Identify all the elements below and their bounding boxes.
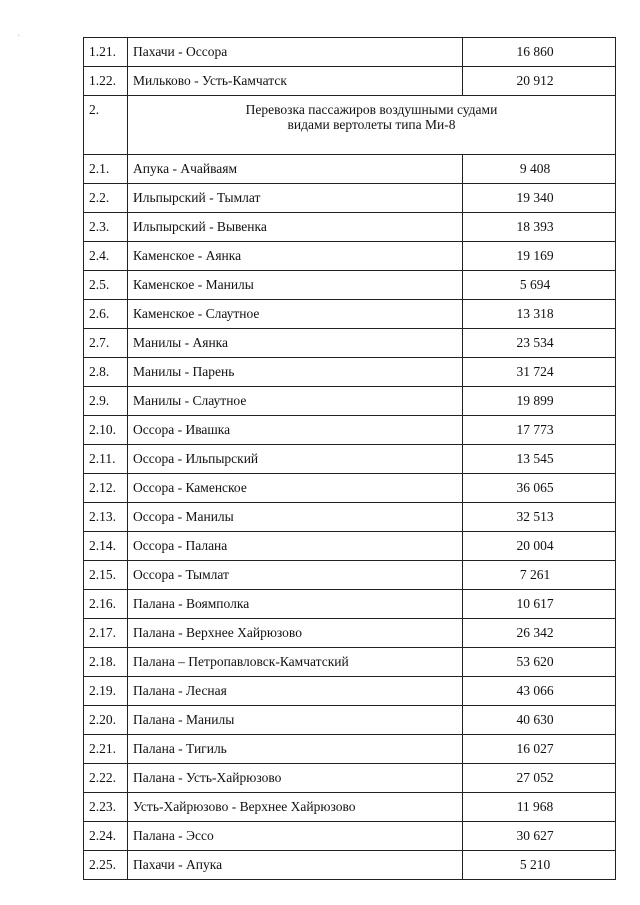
table-row	[84, 358, 616, 387]
fare-value: 36 065	[463, 474, 616, 503]
fare-value: 13 318	[463, 300, 616, 329]
fare-value: 5 210	[463, 851, 616, 880]
table-row	[84, 474, 616, 503]
fare-value: 27 052	[463, 764, 616, 793]
row-number: 2.18.	[84, 648, 128, 677]
fare-value: 43 066	[463, 677, 616, 706]
table-row	[84, 155, 616, 184]
route-name: Оссора - Манилы	[128, 503, 463, 532]
fare-value: 16 027	[463, 735, 616, 764]
table-row	[84, 561, 616, 590]
row-number: 2.22.	[84, 764, 128, 793]
route-name: Ильпырский - Тымлат	[128, 184, 463, 213]
scan-mark: '	[18, 33, 21, 43]
fare-value: 19 899	[463, 387, 616, 416]
row-number: 2.20.	[84, 706, 128, 735]
row-number: 2.13.	[84, 503, 128, 532]
table-row	[84, 851, 616, 880]
route-name: Оссора - Палана	[128, 532, 463, 561]
row-number: 2.4.	[84, 242, 128, 271]
route-name: Пахачи - Оссора	[128, 38, 463, 67]
fare-value: 18 393	[463, 213, 616, 242]
fare-value: 16 860	[463, 38, 616, 67]
route-name: Оссора - Ивашка	[128, 416, 463, 445]
table-row	[84, 184, 616, 213]
row-number: 2.8.	[84, 358, 128, 387]
row-number: 1.22.	[84, 67, 128, 96]
row-number: 2.12.	[84, 474, 128, 503]
section-title-line-2: видами вертолеты типа Ми-8	[287, 117, 456, 132]
route-name: Палана – Петропавловск-Камчатский	[128, 648, 463, 677]
row-number: 2.1.	[84, 155, 128, 184]
route-name: Оссора - Каменское	[128, 474, 463, 503]
fare-value: 13 545	[463, 445, 616, 474]
row-number: 2.17.	[84, 619, 128, 648]
row-number: 2.19.	[84, 677, 128, 706]
row-number: 2.24.	[84, 822, 128, 851]
table-body-section-1	[84, 38, 616, 96]
tariff-table	[83, 37, 616, 880]
fare-value: 20 912	[463, 67, 616, 96]
table-row	[84, 38, 616, 67]
table-row	[84, 242, 616, 271]
table-row	[84, 677, 616, 706]
table-body-section-2	[84, 155, 616, 880]
table-row	[84, 590, 616, 619]
row-number: 2.11.	[84, 445, 128, 474]
fare-value: 23 534	[463, 329, 616, 358]
table-row	[84, 387, 616, 416]
row-number: 2.15.	[84, 561, 128, 590]
row-number: 2.21.	[84, 735, 128, 764]
fare-value: 26 342	[463, 619, 616, 648]
row-number: 2.6.	[84, 300, 128, 329]
route-name: Палана - Усть-Хайрюзово	[128, 764, 463, 793]
table-row	[84, 445, 616, 474]
route-name: Усть-Хайрюзово - Верхнее Хайрюзово	[128, 793, 463, 822]
table-row	[84, 329, 616, 358]
table-row	[84, 764, 616, 793]
table-row	[84, 503, 616, 532]
route-name: Пахачи - Апука	[128, 851, 463, 880]
route-name: Мильково - Усть-Камчатск	[128, 67, 463, 96]
route-name: Манилы - Аянка	[128, 329, 463, 358]
row-number: 2.10.	[84, 416, 128, 445]
table-row	[84, 67, 616, 96]
route-name: Апука - Ачайваям	[128, 155, 463, 184]
route-name: Палана - Манилы	[128, 706, 463, 735]
table-row	[84, 416, 616, 445]
table-row	[84, 706, 616, 735]
fare-value: 11 968	[463, 793, 616, 822]
table-row	[84, 213, 616, 242]
section-header-row	[84, 96, 616, 155]
route-name: Каменское - Слаутное	[128, 300, 463, 329]
fare-value: 10 617	[463, 590, 616, 619]
route-name: Оссора - Ильпырский	[128, 445, 463, 474]
row-number: 2.16.	[84, 590, 128, 619]
section-title-line-1: Перевозка пассажиров воздушными судами	[245, 102, 498, 117]
fare-value: 7 261	[463, 561, 616, 590]
row-number: 2.2.	[84, 184, 128, 213]
table-row	[84, 822, 616, 851]
section-number: 2.	[84, 96, 128, 155]
fare-value: 19 340	[463, 184, 616, 213]
row-number: 2.5.	[84, 271, 128, 300]
table-row	[84, 271, 616, 300]
route-name: Манилы - Парень	[128, 358, 463, 387]
route-name: Манилы - Слаутное	[128, 387, 463, 416]
route-name: Палана - Верхнее Хайрюзово	[128, 619, 463, 648]
fare-value: 20 004	[463, 532, 616, 561]
fare-value: 30 627	[463, 822, 616, 851]
route-name: Оссора - Тымлат	[128, 561, 463, 590]
route-name: Палана - Лесная	[128, 677, 463, 706]
route-name: Каменское - Манилы	[128, 271, 463, 300]
table-row	[84, 793, 616, 822]
fare-value: 32 513	[463, 503, 616, 532]
fare-value: 9 408	[463, 155, 616, 184]
row-number: 2.25.	[84, 851, 128, 880]
fare-value: 17 773	[463, 416, 616, 445]
row-number: 2.9.	[84, 387, 128, 416]
row-number: 2.14.	[84, 532, 128, 561]
table-row	[84, 532, 616, 561]
table-row	[84, 735, 616, 764]
fare-value: 19 169	[463, 242, 616, 271]
fare-value: 31 724	[463, 358, 616, 387]
table-row	[84, 300, 616, 329]
fare-value: 5 694	[463, 271, 616, 300]
fare-value: 53 620	[463, 648, 616, 677]
row-number: 2.3.	[84, 213, 128, 242]
fare-value: 40 630	[463, 706, 616, 735]
row-number: 2.23.	[84, 793, 128, 822]
row-number: 1.21.	[84, 38, 128, 67]
table-row	[84, 619, 616, 648]
table-row	[84, 648, 616, 677]
row-number: 2.7.	[84, 329, 128, 358]
route-name: Палана - Тигиль	[128, 735, 463, 764]
section-title	[128, 96, 616, 155]
route-name: Палана - Эссо	[128, 822, 463, 851]
route-name: Каменское - Аянка	[128, 242, 463, 271]
table-body-section-heading	[84, 96, 616, 155]
route-name: Палана - Воямполка	[128, 590, 463, 619]
route-name: Ильпырский - Вывенка	[128, 213, 463, 242]
